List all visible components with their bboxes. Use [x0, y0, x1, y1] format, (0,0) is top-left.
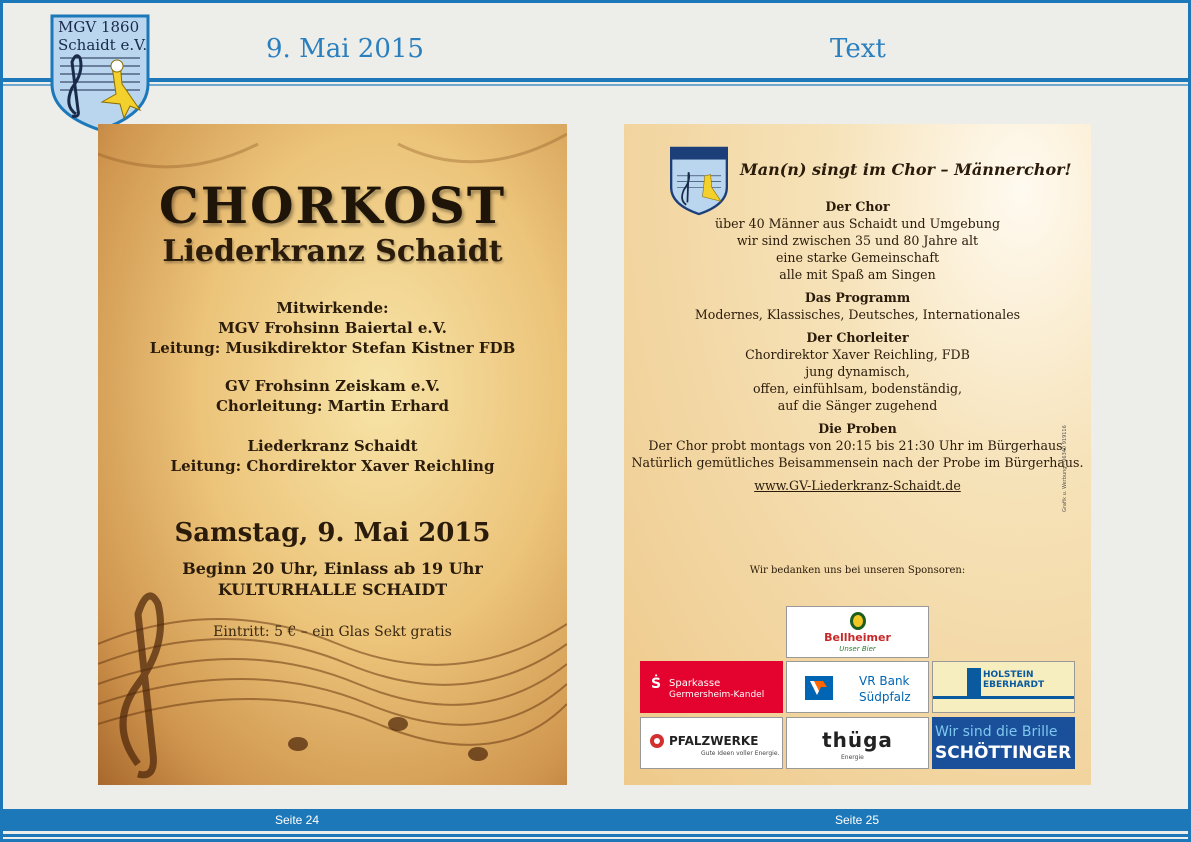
- flyer-body: [624, 198, 1091, 494]
- sponsor-name: thüga: [822, 728, 893, 752]
- website-link[interactable]: www.GV-Liederkranz-Schaidt.de: [754, 478, 961, 493]
- header-divider-secondary: [0, 84, 1191, 86]
- body-line: Der Chor probt montags von 20:15 bis 21:30 Uhr im Bürgerhaus.: [648, 438, 1067, 453]
- flyer-title: CHORKOST: [158, 176, 507, 235]
- logo-text: [58, 18, 147, 54]
- performers-line: Liederkranz Schaidt: [247, 437, 418, 455]
- sponsor-sparkasse: [640, 661, 783, 713]
- section-heading: Der Chorleiter: [806, 330, 909, 345]
- chorkost-flyer: [98, 124, 567, 785]
- footer-bar: [0, 809, 1191, 831]
- performers-block-2: [98, 376, 567, 416]
- event-entry-price: Eintritt: 5 € – ein Glas Sekt gratis: [213, 624, 452, 640]
- body-line: offen, einfühlsam, bodenständig,: [752, 381, 963, 396]
- sponsor-vrbank: [786, 661, 929, 713]
- body-line: Natürlich gemütliches Beisammensein nach der Probe im Bürgerhaus.: [631, 455, 1084, 470]
- vrbank-logo-icon: [805, 676, 833, 700]
- left-page-title: 9. Mai 2015: [266, 34, 424, 64]
- section-heading: Die Proben: [818, 421, 897, 436]
- header-divider: [0, 78, 1191, 82]
- sponsor-name: HOLSTEIN EBERHARDT: [983, 670, 1045, 690]
- sponsor-schoettinger: [932, 717, 1075, 769]
- maennerchor-flyer: [624, 124, 1091, 785]
- logo-line-2: Schaidt e.V.: [58, 36, 148, 54]
- logo-line-1: MGV 1860: [58, 18, 140, 36]
- event-venue: KULTURHALLE SCHAIDT: [217, 580, 448, 599]
- event-time-venue: [98, 558, 567, 600]
- body-line: wir sind zwischen 35 und 80 Jahre alt: [736, 233, 979, 248]
- sponsors-label: Wir bedanken uns bei unseren Sponsoren:: [749, 565, 966, 576]
- sponsor-tagline: Gute Ideen voller Energie.: [701, 750, 780, 757]
- performers-line: Chorleitung: Martin Erhard: [215, 397, 449, 415]
- performers-line: Leitung: Chordirektor Xaver Reichling: [170, 457, 495, 475]
- sponsor-bellheimer: [786, 606, 929, 658]
- body-line: über 40 Männer aus Schaidt und Umgebung: [714, 216, 1001, 231]
- sponsor-thuega: [786, 717, 929, 769]
- section-heading: Der Chor: [825, 199, 890, 214]
- print-credit: Grafik u. Werbung · 06340 919116: [1062, 425, 1068, 512]
- sparkasse-s-icon: Ṡ: [651, 676, 662, 692]
- sponsor-name-line2: Germersheim-Kandel: [669, 690, 765, 700]
- sponsor-name: VR Bank: [859, 674, 910, 688]
- sponsor-name: PFALZWERKE: [669, 734, 759, 748]
- section-heading: Das Programm: [804, 290, 911, 305]
- body-line: eine starke Gemeinschaft: [775, 250, 940, 265]
- body-line: auf die Sänger zugehend: [777, 398, 938, 413]
- sponsor-slogan: Wir sind die Brille: [935, 724, 1058, 740]
- footer-divider: [0, 834, 1191, 837]
- performers-line: Mitwirkende:: [276, 299, 389, 317]
- flyer-headline: Man(n) singt im Chor – Männerchor!: [740, 160, 1072, 179]
- event-date: Samstag, 9. Mai 2015: [174, 518, 491, 548]
- event-time: Beginn 20 Uhr, Einlass ab 19 Uhr: [182, 559, 483, 578]
- performers-line: MGV Frohsinn Baiertal e.V.: [218, 319, 447, 337]
- page-number-right: Seite 25: [835, 813, 880, 827]
- sponsor-name: Bellheimer: [824, 631, 891, 644]
- body-line: jung dynamisch,: [805, 364, 910, 379]
- sponsor-name: Sparkasse: [669, 678, 721, 689]
- sponsor-tagline: Energie: [841, 754, 864, 761]
- bellheimer-crest-icon: [849, 611, 867, 631]
- page-number-left: Seite 24: [275, 813, 320, 827]
- pfalzwerke-logo-icon: [649, 733, 665, 749]
- performers-line: Leitung: Musikdirektor Stefan Kistner FDB: [149, 339, 516, 357]
- right-page-title: Text: [830, 34, 886, 64]
- performers-line: GV Frohsinn Zeiskam e.V.: [225, 377, 440, 395]
- flyer-subtitle: Liederkranz Schaidt: [162, 234, 503, 269]
- performers-block-3: [98, 436, 567, 476]
- sponsor-name: SCHÖTTINGER: [935, 743, 1072, 763]
- body-line: alle mit Spaß am Singen: [779, 267, 936, 282]
- sponsor-tagline: Unser Bier: [839, 645, 876, 653]
- sponsor-pfalzwerke: [640, 717, 783, 769]
- body-line: Chordirektor Xaver Reichling, FDB: [745, 347, 970, 362]
- sponsor-holstein-eberhardt: [932, 661, 1075, 713]
- holstein-window-icon: [967, 668, 981, 696]
- performers-block-1: [98, 298, 567, 358]
- body-line: Modernes, Klassisches, Deutsches, Internationales: [694, 307, 1021, 322]
- sponsor-name-line2: Südpfalz: [859, 690, 911, 704]
